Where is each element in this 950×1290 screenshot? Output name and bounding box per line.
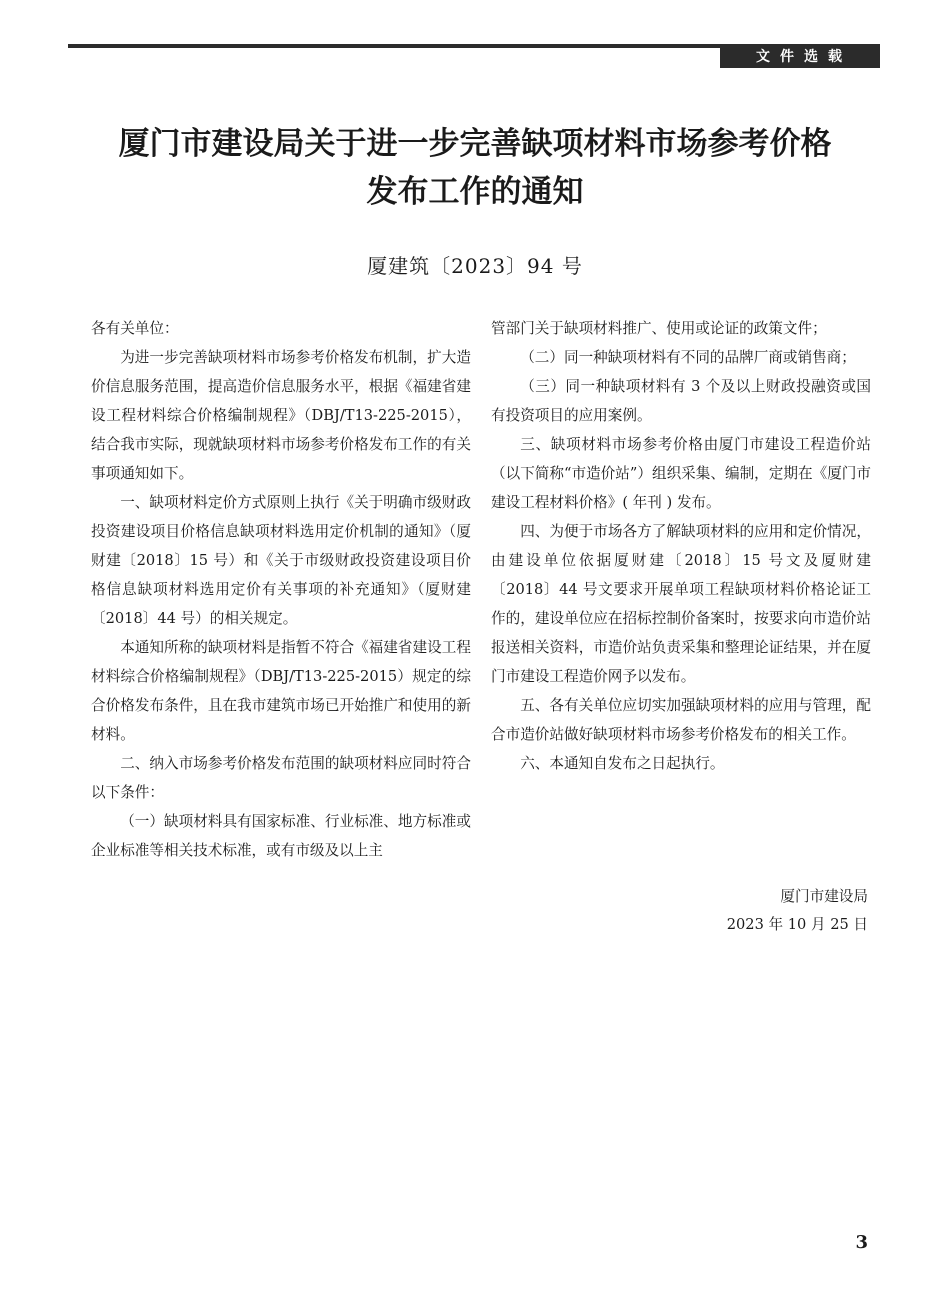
section-tag: 文件选载	[720, 44, 880, 68]
left-column	[91, 314, 471, 865]
paragraph-item-3: 三、缺项材料市场参考价格由厦门市建设工程造价站（以下简称“市造价站”）组织采集、编制，定期在《厦门市建设工程材料价格》( 年刊 ) 发布。	[491, 436, 871, 511]
paragraph-condition-3: （三）同一种缺项材料有 3 个及以上财政投融资或国有投资项目的应用案例。	[491, 378, 871, 424]
paragraph-condition-1-part2: 管部门关于缺项材料推广、使用或论证的政策文件；	[491, 320, 827, 337]
document-title	[60, 120, 890, 216]
issue-date: 2023 年 10 月 25 日	[726, 916, 868, 933]
paragraph-item-5: 五、各有关单位应切实加强缺项材料的应用与管理，配合市造价站做好缺项材料市场参考价格发布的相关工作。	[491, 697, 871, 743]
page-number: 3	[855, 1232, 868, 1253]
salutation: 各有关单位：	[91, 320, 179, 337]
issuer-name: 厦门市建设局	[780, 888, 868, 905]
paragraph-item-2: 二、纳入市场参考价格发布范围的缺项材料应同时符合以下条件：	[91, 755, 471, 801]
paragraph-condition-1-part1: （一）缺项材料具有国家标准、行业标准、地方标准或企业标准等相关技术标准，或有市级及以上主	[91, 813, 471, 859]
paragraph-item-1: 一、缺项材料定价方式原则上执行《关于明确市级财政投资建设项目价格信息缺项材料选用定价机制的通知》（厦财建〔2018〕15 号）和《关于市级财政投资建设项目价格信息缺项材料选用定价有关事项的补充通知》（厦财建〔2018〕44 号）的相关规定。	[91, 494, 471, 627]
paragraph-definition: 本通知所称的缺项材料是指暂不符合《福建省建设工程材料综合价格编制规程》（DBJ/T13-225-2015）规定的综合价格发布条件，且在我市建筑市场已开始推广和使用的新材料。	[91, 639, 471, 743]
title-line-1: 厦门市建设局关于进一步完善缺项材料市场参考价格	[118, 126, 832, 162]
paragraph-item-6: 六、本通知自发布之日起执行。	[520, 755, 725, 772]
title-line-2: 发布工作的通知	[366, 174, 584, 210]
paragraph-condition-2: （二）同一种缺项材料有不同的品牌厂商或销售商；	[520, 349, 856, 366]
paragraph-intro: 为进一步完善缺项材料市场参考价格发布机制，扩大造价信息服务范围，提高造价信息服务水平，根据《福建省建设工程材料综合价格编制规程》（DBJ/T13-225-2015），结合我市实际，现就缺项材料市场参考价格发布工作的有关事项通知如下。	[91, 349, 471, 482]
signature-block	[600, 883, 868, 939]
paragraph-item-4: 四、为便于市场各方了解缺项材料的应用和定价情况，由建设单位依据厦财建〔2018〕15 号文及厦财建〔2018〕44 号文要求开展单项工程缺项材料价格论证工作的，建设单位应在招标控制价备案时，按要求向市造价站报送相关资料，市造价站负责采集和整理论证结果，并在厦门市建设工程造价网予以发布。	[491, 523, 871, 685]
document-number: 厦建筑〔2023〕94 号	[367, 254, 583, 278]
right-column	[491, 314, 871, 778]
